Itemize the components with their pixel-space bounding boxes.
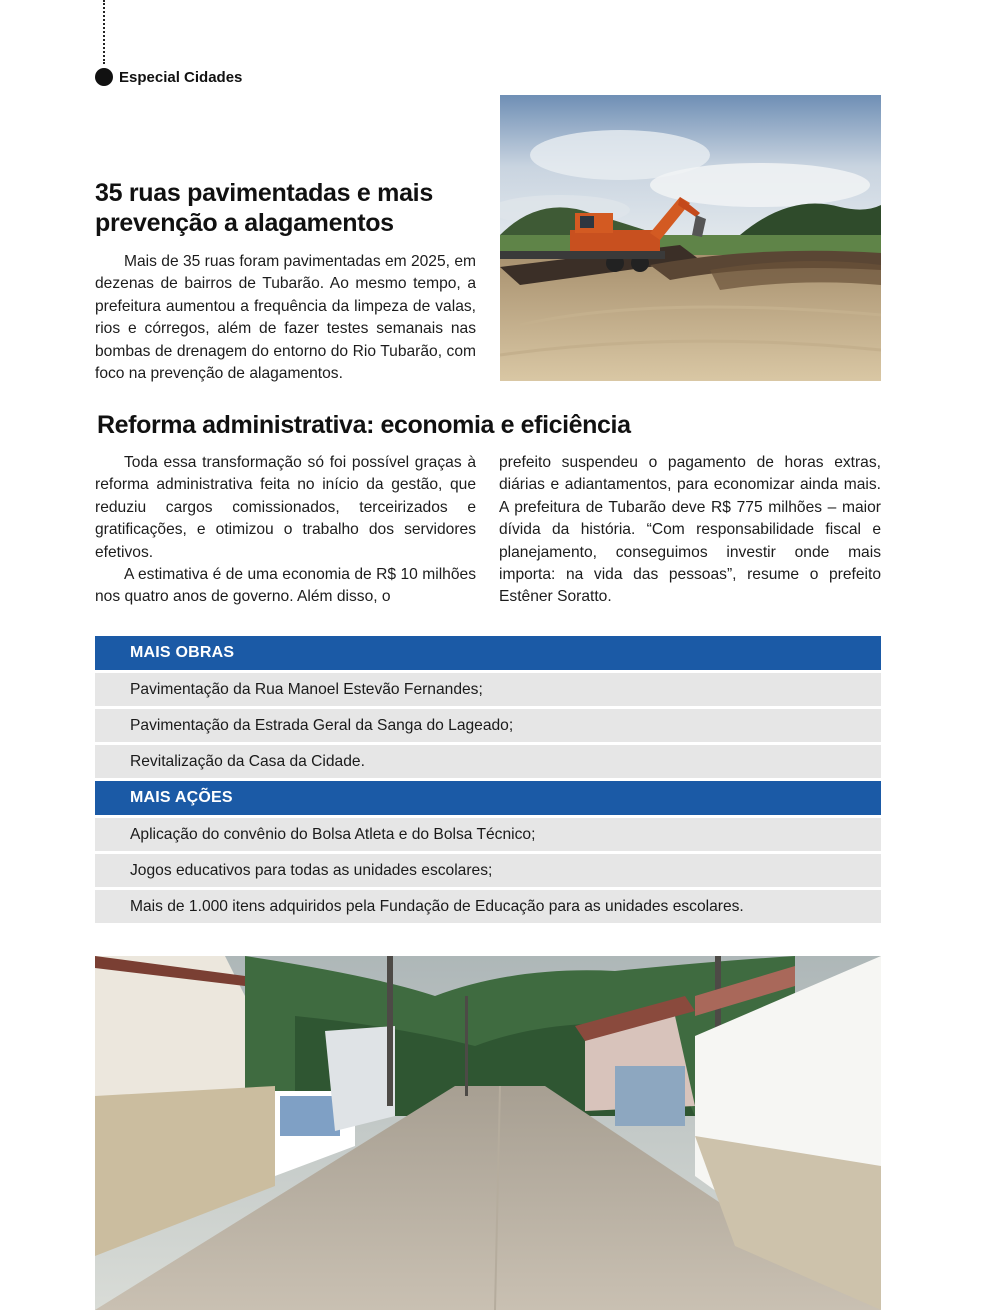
paragraph: Mais de 35 ruas foram pavimentadas em 2025, em dezenas de bairros de Tubarão. Ao mesmo tempo, a prefeitura aumentou a frequência da limpeza de valas, rios e córregos, além de fazer testes semanais nas bombas de drenagem do entorno do Rio Tubarão, com foco na prevenção de alagamentos. (95, 253, 476, 383)
article-streets-body (95, 251, 476, 385)
paragraph: Toda essa transformação só foi possível graças à reforma administrativa feita no início da gestão, que reduziu cargos comissionados, terceirizados e gratificações, e otimizou o trabalho dos servidores efetivos. (95, 454, 476, 561)
dotted-rule (103, 0, 105, 64)
list-header-obras: MAIS OBRAS (95, 636, 881, 670)
reform-column-right (499, 452, 881, 609)
works-actions-list (95, 636, 881, 926)
article-title-streets: 35 ruas pavimentadas e mais prevenção a alagamentos (95, 179, 433, 237)
paragraph: A estimativa é de uma economia de R$ 10 milhões nos quatro anos de governo. Além disso, o (95, 566, 476, 606)
excavator-photo (500, 95, 881, 381)
list-item: Revitalização da Casa da Cidade. (95, 745, 881, 778)
paved-street-photo (95, 956, 881, 1310)
paragraph: prefeito suspendeu o pagamento de horas extras, diárias e adiantamentos, para economizar ainda mais. A prefeitura de Tubarão deve R$ 775 milhões – maior dívida da história. “Com responsabilidade fiscal e planejamento, conseguimos investir onde mais importa: na vida das pessoas”, resume o prefeito Estêner Soratto. (499, 454, 881, 606)
list-item: Jogos educativos para todas as unidades escolares; (95, 854, 881, 887)
article-title-reform: Reforma administrativa: economia e eficiência (97, 411, 631, 439)
bullet-dot-icon (95, 68, 113, 86)
list-item: Pavimentação da Rua Manoel Estevão Fernandes; (95, 673, 881, 706)
list-item: Mais de 1.000 itens adquiridos pela Fundação de Educação para as unidades escolares. (95, 890, 881, 923)
section-label: Especial Cidades (119, 68, 243, 86)
reform-column-left (95, 452, 476, 609)
list-header-acoes: MAIS AÇÕES (95, 781, 881, 815)
list-item: Pavimentação da Estrada Geral da Sanga do Lageado; (95, 709, 881, 742)
section-tag (95, 66, 242, 88)
list-item: Aplicação do convênio do Bolsa Atleta e do Bolsa Técnico; (95, 818, 881, 851)
